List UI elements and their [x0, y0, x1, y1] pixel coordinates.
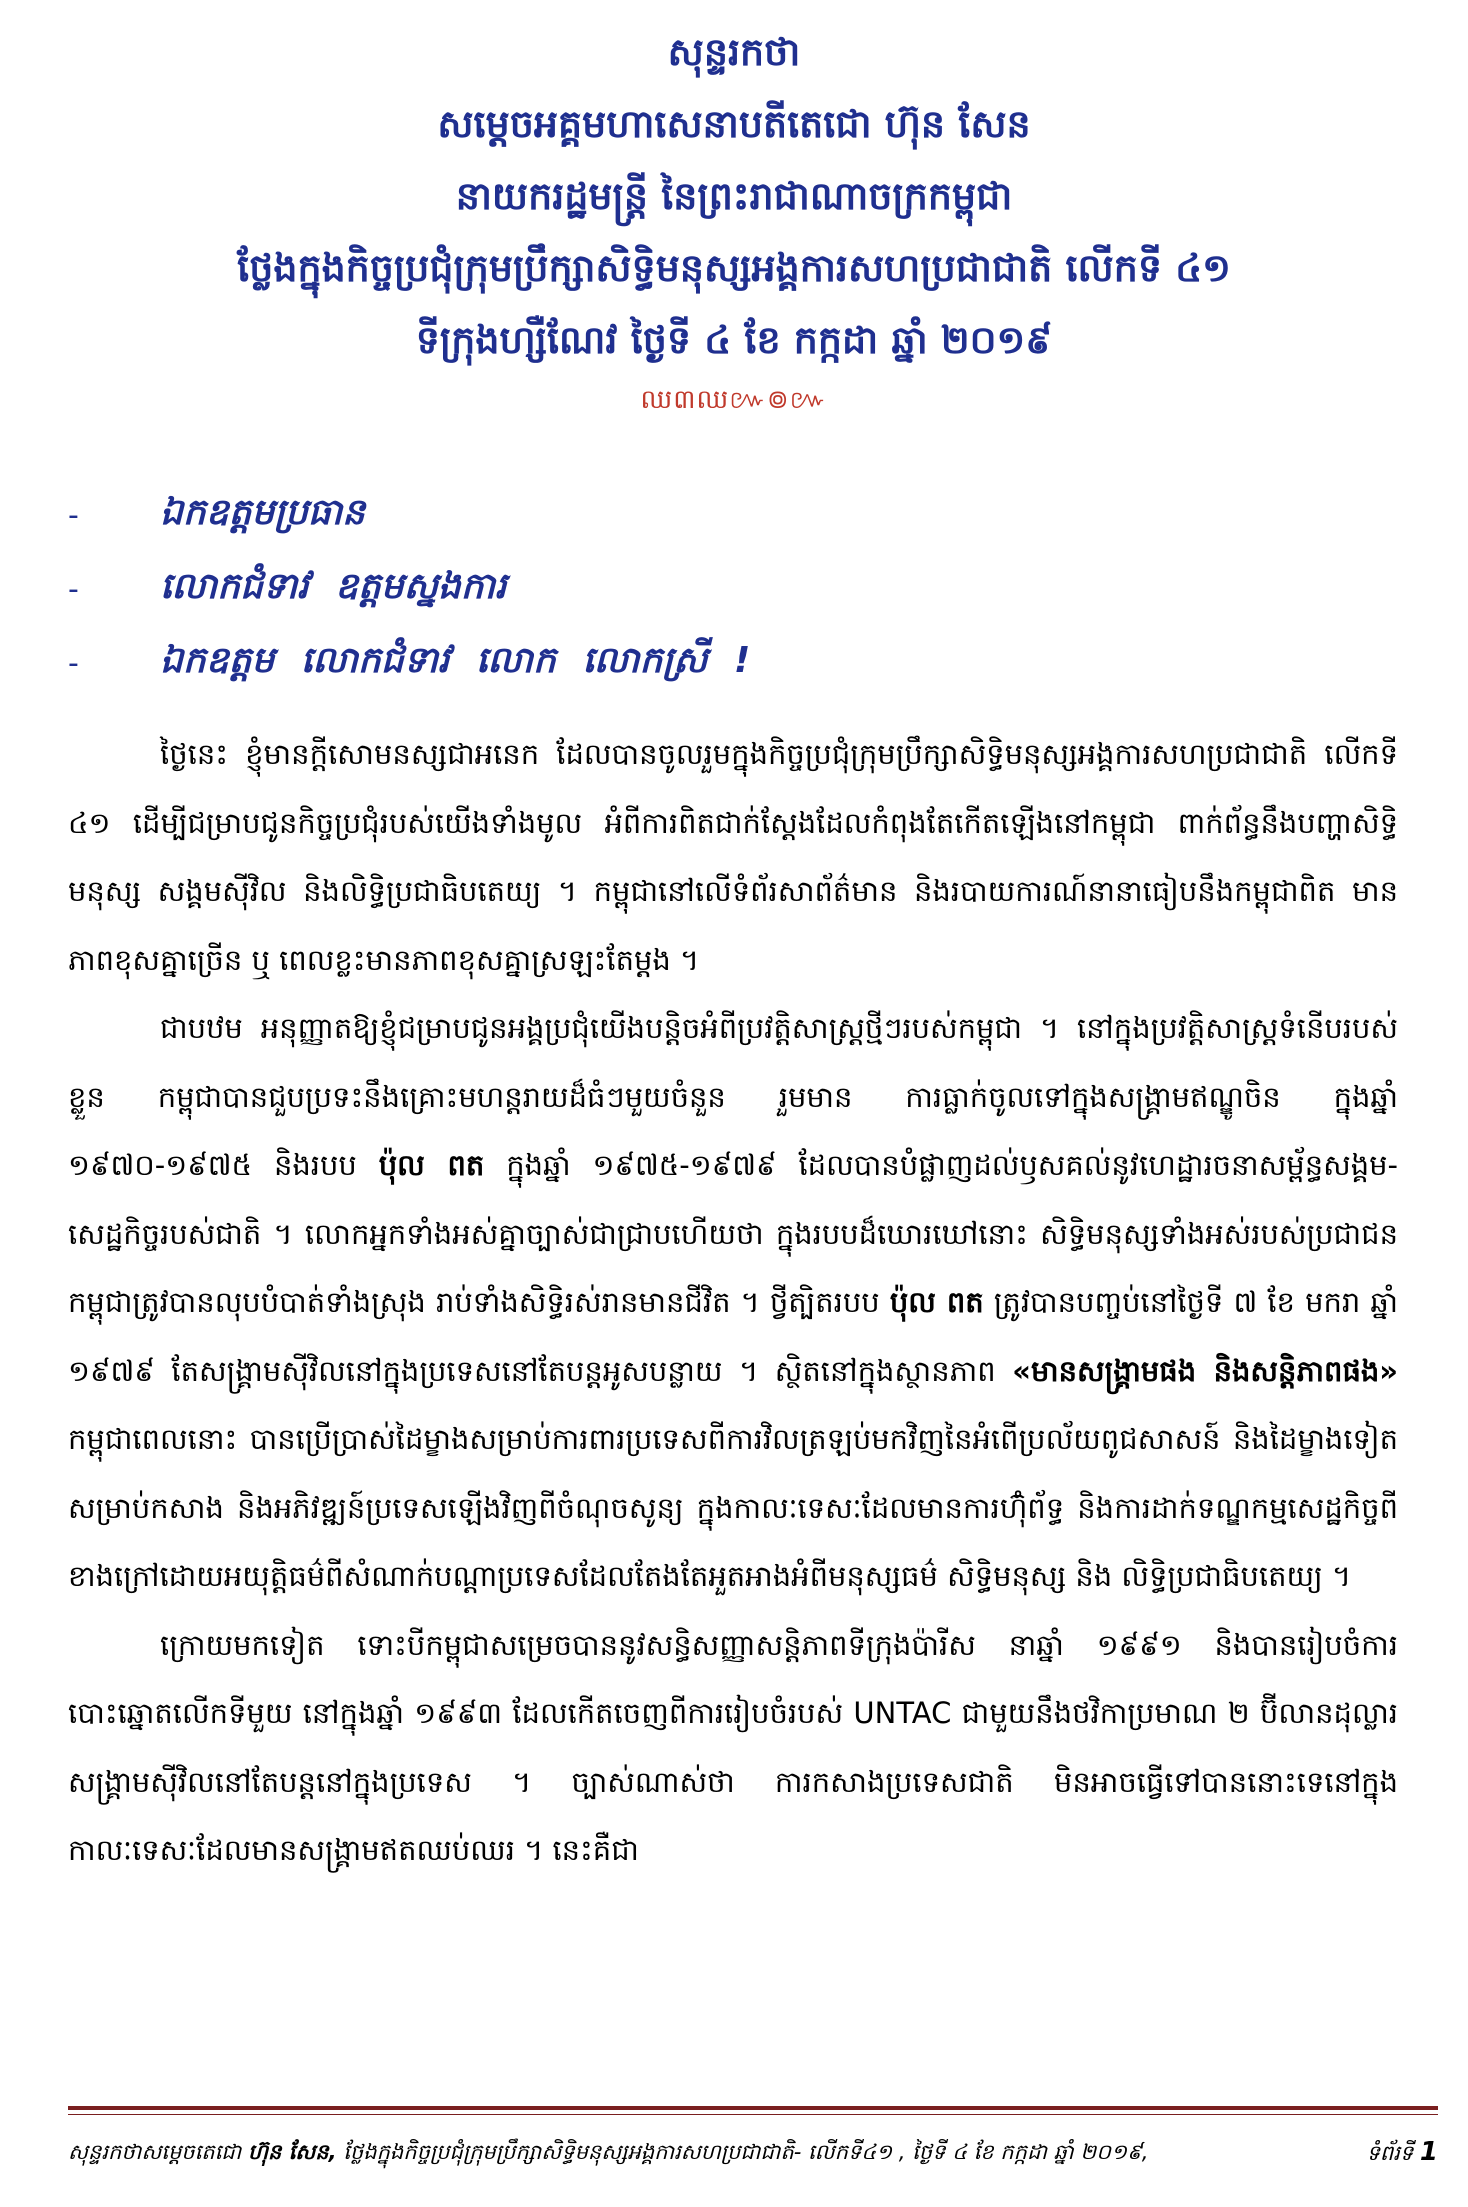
salutation-text: ឯកឧត្តម លោកជំទាវ លោក លោកស្រី !	[160, 639, 751, 681]
pol-pot-bold-1: ប៉ុល ពត	[378, 1148, 485, 1182]
salutation-item	[68, 626, 1398, 700]
salutation-list	[68, 478, 1398, 700]
speech-title: សុន្ទរកថា	[667, 30, 801, 74]
footer-page	[1367, 2137, 1438, 2171]
paragraph-3: ក្រោយមកទៀត ទោះបីកម្ពុជាសម្រេចបាននូវសន្ធិសញ្ញាសន្តិភាពទីក្រុងប៉ារីស នាឆ្នាំ ១៩៩១ និងបានរៀបចំការបោះឆ្នោតលើកទីមួយ នៅក្នុងឆ្នាំ ១៩៩៣ ដែលកើតចេញពីការរៀបចំរបស់ UNTAC ជាមួយនឹងថវិកាប្រមាណ ២ ប៊ីលានដុល្លារ សង្គ្រាមស៊ីវិលនៅតែបន្តនៅក្នុងប្រទេស ។ ច្បាស់ណាស់ថា ការកសាងប្រទេសជាតិ មិនអាចធ្វើទៅបាននោះទេនៅក្នុងកាលៈទេសៈដែលមានសង្គ្រាមឥតឈប់ឈរ ។ នេះគឺជា	[68, 1627, 1398, 1867]
footer-text	[68, 2139, 1148, 2170]
footer-rest: ថ្លែងក្នុងកិច្ចប្រជុំក្រុមប្រឹក្សាសិទ្ធិមនុស្សអង្គការសហប្រជាជាតិ- លើកទី៤១ , ថ្ងៃទី ៤ ខែ កក្កដា ឆ្នាំ ២០១៩,	[336, 2139, 1149, 2164]
event-description: ថ្លែងក្នុងកិច្ចប្រជុំក្រុមប្រឹក្សាសិទ្ធិមនុស្សអង្គការសហប្រជាជាតិ លើកទី ៤១	[237, 246, 1231, 290]
page-number: 1	[1419, 2137, 1438, 2167]
speech-header	[0, 16, 1468, 420]
war-and-peace-bold: «មានសង្គ្រាមផង និងសន្តិភាពផង»	[1012, 1353, 1398, 1388]
paragraph-2	[68, 994, 1398, 1611]
footer-prefix: សុន្ទរកថាសម្តេចតេជោ	[68, 2139, 248, 2164]
page-label: ទំព័រទី	[1366, 2141, 1414, 2165]
paragraph-2-part-a: ជាបឋម អនុញ្ញាតឱ្យខ្ញុំជម្រាបជូនអង្គប្រជុំយើងបន្តិចអំពីប្រវត្តិសាស្ត្រថ្មីៗរបស់កម្ពុជា ។ នៅក្នុងប្រវត្តិសាស្ត្រទំនើបរបស់ខ្លួន កម្ពុជាបានជួបប្រទះនឹងគ្រោះមហន្តរាយដ៏ធំៗមួយចំនួន រួមមាន ការធ្លាក់ចូលទៅក្នុងសង្គ្រាមឥណ្ឌូចិន ក្នុងឆ្នាំ ១៩៧០-១៩៧៥ និងរបប	[68, 1011, 1398, 1182]
salutation-dash: -	[68, 645, 79, 681]
paragraph-2-part-c: ក្នុងឆ្នាំ ១៩៧៥-១៩៧៩ ដែលបានបំផ្លាញដល់ឫសគល់នូវហេដ្ឋារចនាសម្ព័ន្ធសង្គម-សេដ្ឋកិច្ចរបស់ជាតិ ។ លោកអ្នកទាំងអស់គ្នាច្បាស់ជាជ្រាបហើយថា ក្នុងរបបដ៏ឃោរឃៅនោះ សិទ្ធិមនុស្សទាំងអស់របស់ប្រជាជនកម្ពុជាត្រូវបានលុបបំបាត់ទាំងស្រុង រាប់ទាំងសិទ្ធិរស់រានមានជីវិត ។ ថ្វីត្បិតរបប	[68, 1148, 1398, 1319]
salutation-item	[68, 478, 1398, 552]
paragraph-2-part-e: កម្ពុជាពេលនោះ បានប្រើប្រាស់ដៃម្ខាងសម្រាប់ការពារប្រទេសពីការវិលត្រឡប់មកវិញនៃអំពើប្រល័យពូជសាសន៍ និងដៃម្ខាងទៀត សម្រាប់កសាង និងអភិវឌ្ឍន៍ប្រទេសឡើងវិញពីចំណុចសូន្យ ក្នុងកាលៈទេសៈដែលមានការហ៊ុំព័ទ្ធ និងការដាក់ទណ្ឌកម្មសេដ្ឋកិច្ចពីខាងក្រៅដោយអយុត្តិធម៌ពីសំណាក់បណ្តាប្រទេសដែលតែងតែអួតអាងអំពីមនុស្សធម៌ សិទ្ធិមនុស្ស និង លិទ្ធិប្រជាធិបតេយ្យ ។	[68, 1422, 1398, 1593]
footer-rule-thick	[68, 2106, 1438, 2110]
salutation-dash: -	[68, 497, 79, 533]
page-footer	[68, 2124, 1438, 2184]
paragraph-1: ថ្ងៃនេះ ខ្ញុំមានក្តីសោមនស្សជាអនេក ដែលបានចូលរួមក្នុងកិច្ចប្រជុំក្រុមប្រឹក្សាសិទ្ធិមនុស្សអង្គការសហប្រជាជាតិ លើកទី ៤១ ដើម្បីជម្រាបជូនកិច្ចប្រជុំរបស់យើងទាំងមូល អំពីការពិតជាក់ស្តែងដែលកំពុងតែកើតឡើងនៅកម្ពុជា ពាក់ព័ន្ធនឹងបញ្ហាសិទ្ធិមនុស្ស សង្គមស៊ីវិល និងលិទ្ធិប្រជាធិបតេយ្យ ។ កម្ពុជានៅលើទំព័រសាព័ត៌មាន និងរបាយការណ៍នានាធៀបនឹងកម្ពុជាពិត មានភាពខុសគ្នាច្រើន ឬ ពេលខ្លះមានភាពខុសគ្នាស្រឡះតែម្តង ។	[68, 737, 1398, 977]
footer-speaker-name: ហ៊ុន សែន,	[247, 2139, 337, 2164]
speaker-name: សម្តេចអគ្គមហាសេនាបតីតេជោ ហ៊ុន សែន	[437, 102, 1031, 146]
decorative-ornament: ឈ៣ឈ៚៙៚	[640, 385, 828, 415]
pol-pot-bold-2: ប៉ុល ពត	[889, 1285, 984, 1319]
salutation-dash: -	[68, 571, 79, 607]
speaker-position: នាយករដ្ឋមន្ត្រី នៃព្រះរាជាណាចក្រកម្ពុជា	[455, 174, 1013, 218]
salutation-text: លោកជំទាវ ឧត្តមស្នងការ	[160, 565, 507, 607]
salutation-item	[68, 552, 1398, 626]
salutation-text: ឯកឧត្តមប្រធាន	[160, 491, 365, 533]
place-and-date: ទីក្រុងហ្សឺណែវ ថ្ងៃទី ៤ ខែ កក្កដា ឆ្នាំ ២០១៩	[415, 318, 1053, 362]
speech-body	[68, 720, 1398, 1885]
paragraph-2-part-d: ត្រូវបានបញ្ចប់នៅថ្ងៃទី ៧ ខែ មករា ឆ្នាំ ១៩៧៩ តែសង្គ្រាមស៊ីវិលនៅក្នុងប្រទេសនៅតែបន្តអូសបន្លាយ ។ ស្ថិតនៅក្នុងស្ថានភាព	[68, 1285, 1399, 1388]
footer-rule-thin	[68, 2114, 1438, 2115]
